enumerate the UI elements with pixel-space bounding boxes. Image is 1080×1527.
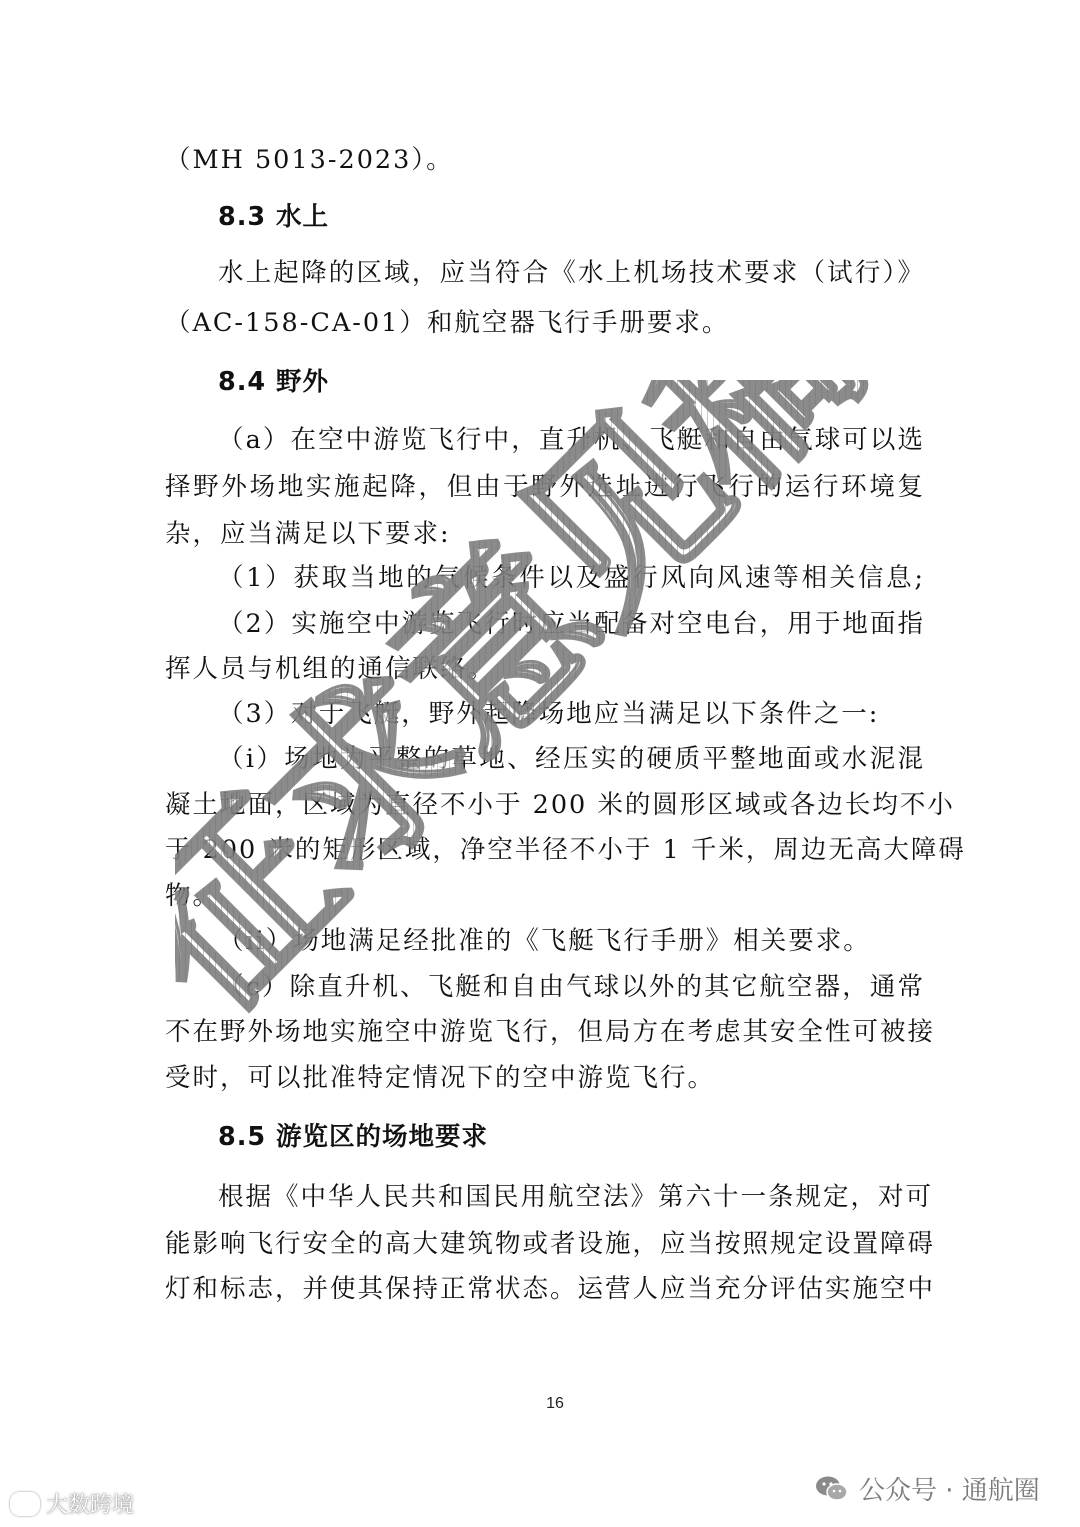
text-line: （ii）场地满足经批准的《飞艇飞行手册》相关要求。 xyxy=(218,926,871,956)
text-line: 受时，可以批准特定情况下的空中游览飞行。 xyxy=(165,1063,716,1093)
wechat-icon xyxy=(815,1475,849,1503)
text-line: 择野外场地实施起降，但由于野外选址进行飞行的运行环境复 xyxy=(165,472,925,502)
text-line: 挥人员与机组的通信联络。 xyxy=(165,654,496,684)
text-line: （2）实施空中游览飞行时应当配备对空电台，用于地面指 xyxy=(218,609,925,639)
section-heading-8-5: 8.5 游览区的场地要求 xyxy=(218,1122,489,1152)
text-line: （AC-158-CA-01）和航空器飞行手册要求。 xyxy=(165,308,730,338)
section-heading-8-4: 8.4 野外 xyxy=(218,367,330,397)
footer-left-label: 大数跨境 xyxy=(46,1493,135,1518)
watermark-text: 征求意见稿 xyxy=(175,380,895,1052)
footer-account-label: 公众号 · 通航圈 xyxy=(859,1476,1040,1506)
text-line: 水上起降的区域，应当符合《水上机场技术要求（试行）》 xyxy=(218,258,925,288)
text-line: 根据《中华人民共和国民用航空法》第六十一条规定，对可 xyxy=(218,1182,934,1212)
text-line: （1）获取当地的气候条件以及盛行风向风速等相关信息; xyxy=(218,563,925,593)
text-line: 于 200 米的矩形区域，净空半径不小于 1 千米，周边无高大障碍 xyxy=(165,835,966,865)
text-line: （i）场地为平整的草地、经压实的硬质平整地面或水泥混 xyxy=(218,744,925,774)
text-line: 灯和标志，并使其保持正常状态。运营人应当充分评估实施空中 xyxy=(165,1274,936,1304)
footer-account[interactable] xyxy=(815,1470,1040,1507)
text-line: 不在野外场地实施空中游览飞行，但局方在考虑其安全性可被接 xyxy=(165,1017,936,1047)
text-line: 杂，应当满足以下要求: xyxy=(165,519,451,549)
section-heading-8-3: 8.3 水上 xyxy=(218,202,330,232)
footer-left-brand xyxy=(10,1488,134,1519)
text-line: 凝土地面，区域为直径不小于 200 米的圆形区域或各边长均不小 xyxy=(165,790,955,820)
text-line: （3）对于飞艇，野外起降场地应当满足以下条件之一: xyxy=(218,699,880,729)
brand-logo-icon xyxy=(10,1492,40,1516)
text-line: （c）除直升机、飞艇和自由气球以外的其它航空器，通常 xyxy=(218,972,925,1002)
text-line: 能影响飞行安全的高大建筑物或者设施，应当按照规定设置障碍 xyxy=(165,1229,936,1259)
text-line: 物。 xyxy=(165,881,221,911)
text-line: （a）在空中游览飞行中，直升机、飞艇和自由气球可以选 xyxy=(218,425,925,455)
text-line: （MH 5013-2023）。 xyxy=(165,145,454,175)
page-number: 16 xyxy=(546,1395,564,1412)
